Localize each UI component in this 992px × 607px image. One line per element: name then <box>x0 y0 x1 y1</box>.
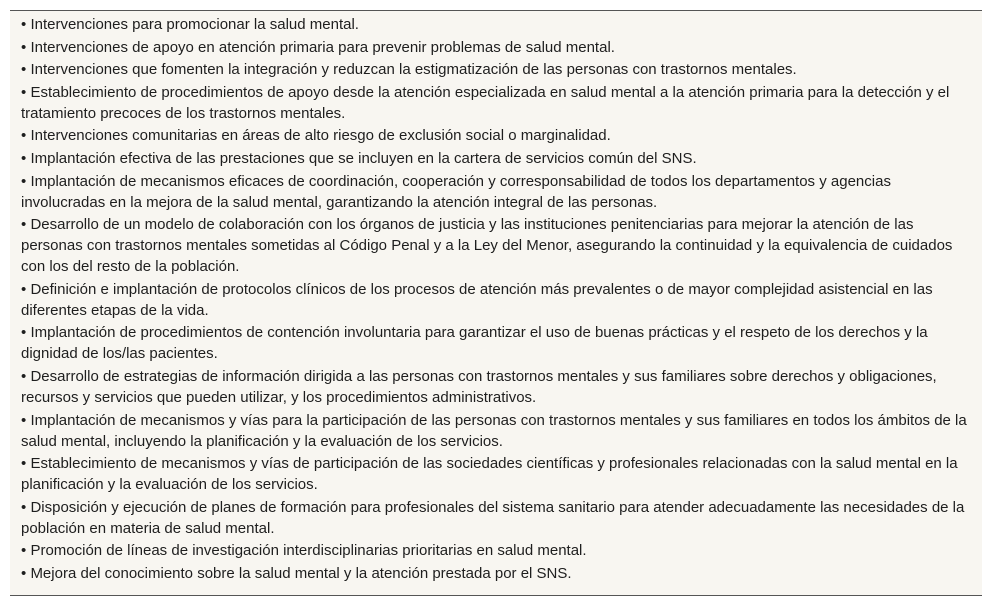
list-item <box>21 497 974 539</box>
bullet-list-panel <box>10 10 982 596</box>
bullet-symbol: • <box>21 216 27 234</box>
list-item <box>21 37 974 58</box>
list-item-text: Implantación de mecanismos eficaces de coordinación, cooperación y corresponsabilidad de todos los departamentos y agencias involucradas en la mejora de la salud mental, garantizando la atención integral de las personas. <box>21 172 891 211</box>
list-item-text: Establecimiento de procedimientos de apoyo desde la atención especializada en salud mental a la atención primaria para la detección y el tratamiento precoces de los trastornos mentales. <box>21 83 950 122</box>
list-item-text: Intervenciones comunitarias en áreas de alto riesgo de exclusión social o marginalidad. <box>30 127 611 145</box>
list-item <box>21 14 974 35</box>
bullet-symbol: • <box>21 411 27 429</box>
bullet-symbol: • <box>21 280 27 298</box>
list-item-text: Desarrollo de estrategias de información dirigida a las personas con trastornos mentales y sus familiares sobre derechos y obligaciones, recursos y servicios que pueden utilizar, y los procedimientos administrativos. <box>21 367 937 406</box>
bullet-symbol: • <box>21 127 27 145</box>
list-item-text: Desarrollo de un modelo de colaboración con los órganos de justicia y las instituciones penitenciarias para mejorar la atención de las personas con trastornos mentales sometidas al Código Penal y a la Ley del Menor, asegurando la continuidad y la equivalencia de cuidados con los del resto de la población. <box>21 216 953 276</box>
list-item <box>21 563 974 584</box>
list-item <box>21 366 974 408</box>
list-item <box>21 59 974 80</box>
list-item-text: Disposición y ejecución de planes de formación para profesionales del sistema sanitario para atender adecuadamente las necesidades de la población en materia de salud mental. <box>21 498 965 537</box>
list-item-text: Implantación de procedimientos de contención involuntaria para garantizar el uso de buenas prácticas y el respeto de los derechos y la dignidad de los/las pacientes. <box>21 324 928 363</box>
list-item-text: Mejora del conocimiento sobre la salud mental y la atención prestada por el SNS. <box>30 564 572 582</box>
bullet-symbol: • <box>21 16 27 33</box>
list-item <box>21 410 974 452</box>
list-item-text: Promoción de líneas de investigación interdisciplinarias prioritarias en salud mental. <box>30 542 587 560</box>
list-item-text: Definición e implantación de protocolos clínicos de los procesos de atención más prevalentes o de mayor complejidad asistencial en las diferentes etapas de la vida. <box>21 280 933 319</box>
list-item-text: Intervenciones de apoyo en atención primaria para prevenir problemas de salud mental. <box>30 38 615 56</box>
bullet-symbol: • <box>21 367 27 385</box>
list-item <box>21 279 974 321</box>
bullet-symbol: • <box>21 172 27 190</box>
list-item-text: Implantación de mecanismos y vías para la participación de las personas con trastornos mentales y sus familiares en todos los ámbitos de la salud mental, incluyendo la planificación y la evaluación de los servicios. <box>21 411 967 450</box>
bullet-symbol: • <box>21 564 27 582</box>
bullet-symbol: • <box>21 542 27 560</box>
list-item <box>21 322 974 364</box>
list-item-text: Implantación efectiva de las prestaciones que se incluyen en la cartera de servicios común del SNS. <box>30 149 697 167</box>
list-item <box>21 171 974 213</box>
bullet-symbol: • <box>21 38 27 56</box>
bullet-symbol: • <box>21 83 27 101</box>
list-item-text: Establecimiento de mecanismos y vías de participación de las sociedades científicas y profesionales relacionadas con la salud mental en la planificación y la evaluación de los servicios. <box>21 455 958 494</box>
list-item <box>21 125 974 146</box>
list-item <box>21 453 974 495</box>
list-item-text: Intervenciones para promocionar la salud mental. <box>30 16 359 33</box>
bullet-symbol: • <box>21 149 27 167</box>
list-item <box>21 540 974 561</box>
list-item <box>21 82 974 124</box>
bullet-symbol: • <box>21 498 27 516</box>
bullet-list <box>21 14 974 584</box>
list-item <box>21 214 974 277</box>
bullet-symbol: • <box>21 324 27 342</box>
list-item-text: Intervenciones que fomenten la integración y reduzcan la estigmatización de las personas con trastornos mentales. <box>30 61 797 79</box>
list-item <box>21 148 974 169</box>
bullet-symbol: • <box>21 61 27 79</box>
bullet-symbol: • <box>21 455 27 473</box>
